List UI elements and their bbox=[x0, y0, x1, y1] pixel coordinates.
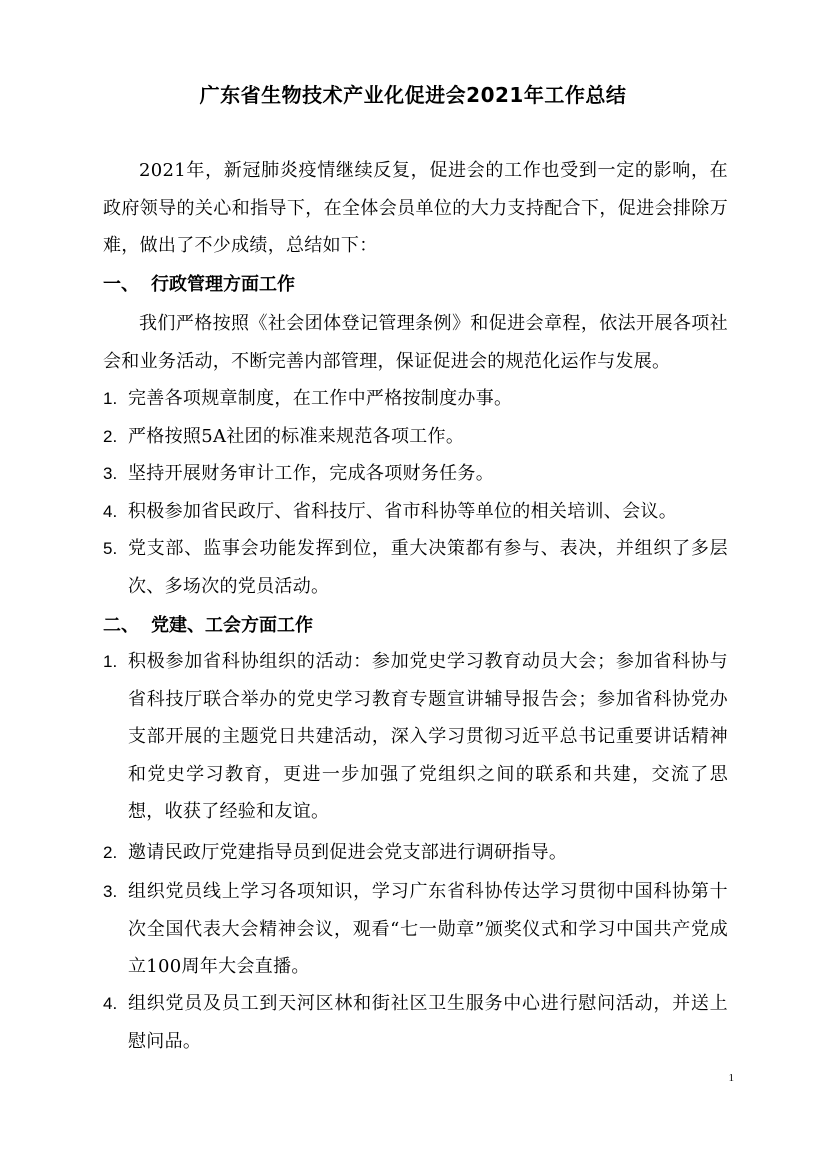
list-item bbox=[103, 873, 728, 986]
list-item-number: 1. bbox=[103, 652, 118, 671]
list-item-number: 5. bbox=[103, 539, 118, 558]
list-item-text: 坚持开展财务审计工作，完成各项财务任务。 bbox=[128, 463, 494, 484]
list-item-text: 积极参加省民政厅、省科技厅、省市科协等单位的相关培训、会议。 bbox=[128, 501, 677, 522]
section-heading-2 bbox=[103, 611, 313, 641]
list-item-number: 4. bbox=[103, 994, 118, 1013]
list-item-text: 组织党员及员工到天河区林和街社区卫生服务中心进行慰问活动，并送上慰问品。 bbox=[128, 993, 728, 1052]
list-item-number: 2. bbox=[103, 427, 118, 446]
document-title: 广东省生物技术产业化促进会2021年工作总结 bbox=[199, 83, 627, 107]
page-number: 1 bbox=[728, 1072, 734, 1084]
list-item bbox=[103, 530, 728, 605]
section-title: 党建、工会方面工作 bbox=[151, 615, 313, 636]
list-item-number: 2. bbox=[103, 843, 118, 862]
list-item-number: 1. bbox=[103, 389, 118, 408]
section-title: 行政管理方面工作 bbox=[151, 274, 295, 295]
intro-paragraph: 2021年，新冠肺炎疫情继续反复，促进会的工作也受到一定的影响，在政府领导的关心和指导下，在全体会员单位的大力支持配合下，促进会排除万难，做出了不少成绩，总结如下： bbox=[103, 160, 728, 256]
list-item bbox=[103, 493, 728, 531]
section-number: 一、 bbox=[103, 274, 139, 295]
list-item bbox=[103, 418, 728, 456]
list-item-text: 积极参加省科协组织的活动：参加党史学习教育动员大会；参加省科协与省科技厅联合举办的党史学习教育专题宣讲辅导报告会；参加省科协党办支部开展的主题党日共建活动，深入学习贯彻习近平总书记重要讲话精神和党史学习教育，更进一步加强了党组织之间的联系和共建，交流了思想，收获了经验和友谊。 bbox=[128, 651, 728, 822]
list-item bbox=[103, 985, 728, 1060]
list-item-number: 3. bbox=[103, 464, 118, 483]
section-heading-1 bbox=[103, 270, 295, 300]
list-item-text: 党支部、监事会功能发挥到位，重大决策都有参与、表决，并组织了多层次、多场次的党员活动。 bbox=[128, 538, 728, 597]
section1-paragraph: 我们严格按照《社会团体登记管理条例》和促进会章程，依法开展各项社会和业务活动，不断完善内部管理，保证促进会的规范化运作与发展。 bbox=[103, 313, 728, 372]
list-item-text: 完善各项规章制度，在工作中严格按制度办事。 bbox=[128, 388, 513, 409]
list-item-text: 邀请民政厅党建指导员到促进会党支部进行调研指导。 bbox=[128, 842, 568, 863]
list-item bbox=[103, 643, 728, 831]
list-item bbox=[103, 455, 728, 493]
section-number: 二、 bbox=[103, 615, 139, 636]
list-item-text: 组织党员线上学习各项知识，学习广东省科协传达学习贯彻中国科协第十次全国代表大会精神会议，观看“七一勋章”颁奖仪式和学习中国共产党成立100周年大会直播。 bbox=[128, 881, 728, 977]
list-item-text: 严格按照5A社团的标准来规范各项工作。 bbox=[128, 426, 465, 447]
list-item-number: 4. bbox=[103, 502, 118, 521]
list-item-number: 3. bbox=[103, 882, 118, 901]
list-item bbox=[103, 834, 728, 872]
list-item bbox=[103, 380, 728, 418]
